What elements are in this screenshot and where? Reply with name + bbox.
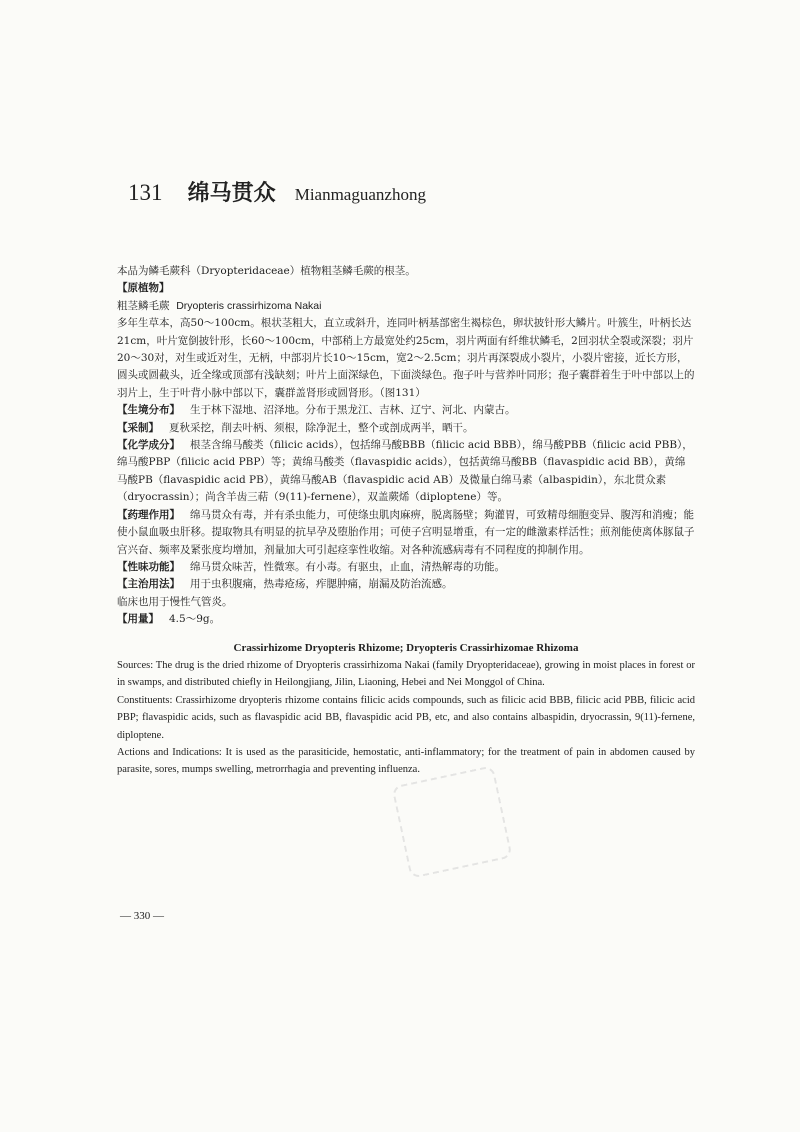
section-indications [117,576,695,593]
section-dosage [117,611,695,628]
page-number: — 330 — [120,910,164,922]
chinese-text-block [117,263,695,629]
section-label: 【药理作用】 [117,508,180,521]
section-text: 临床也用于慢性气管炎。 [117,595,233,608]
origin-heading [117,280,695,297]
section-text: 4.5～9g。 [169,613,221,626]
section-text: 绵马贯众味苦，性微寒。有小毒。有驱虫，止血，清热解毒的功能。 [190,560,505,573]
section-habitat [117,402,695,419]
species-latin: Dryopteris crassirhizoma Nakai [176,299,322,312]
english-text-block [117,657,695,779]
entry-number: 131 [128,180,163,205]
species-chinese: 粗茎鳞毛蕨 [117,299,170,312]
section-label: 【用量】 [117,613,159,626]
english-title: Crassirhizome Dryopteris Rhizome; Dryopteris Crassirhizomae Rhizoma [233,642,579,654]
entry-name-pinyin: Mianmaguanzhong [294,185,426,204]
section-properties [117,559,695,576]
section-clinical [117,594,695,611]
section-chemistry [117,437,695,507]
entry-title [128,176,426,207]
english-constituents: Constituents: Crassirhizome dryopteris rhizome contains filicic acids compounds, such as filicic acid BBB, filicic acid PBB, filicic acid PBP; flavaspidic acids, such as flavaspidic acid BB, flavaspidic acid PB, etc, and also contains albaspidin, dryocrassin, 9(11)-fernene, diploptene. [117,694,695,741]
section-pharmacology [117,507,695,559]
entry-name-chinese: 绵马贯众 [187,181,276,206]
section-label: 【性味功能】 [117,560,180,573]
section-label: 【采制】 [117,421,159,434]
section-label: 【生境分布】 [117,404,180,417]
section-text: 用于虫积腹痛，热毒疮疡，痄腮肿痛，崩漏及防治流感。 [190,578,453,591]
section-text: 夏秋采挖，削去叶柄、须根，除净泥土，整个或剖成两半，晒干。 [169,421,474,434]
library-stamp-watermark [391,765,512,879]
section-text: 生于林下湿地、沼泽地。分布于黑龙江、吉林、辽宁、河北、内蒙古。 [190,404,516,417]
english-sources: Sources: The drug is the dried rhizome of Dryopteris crassirhizoma Nakai (family Dryopteridaceae), growing in moist places in forest or in swamps, and distributed chiefly in Heilongjiang, Jilin, Liaoning, Hebei and Nei Monggol of China. [117,660,695,689]
english-actions: Actions and Indications: It is used as the parasiticide, hemostatic, anti-inflammatory; for the treatment of pain in abdomen caused by parasite, sores, mumps swelling, metrorrhagia and preventing influenza. [117,747,695,776]
section-label: 【主治用法】 [117,578,180,591]
section-label: 【原植物】 [117,282,170,295]
plant-description: 多年生草本，高50～100cm。根状茎粗大，直立或斜升，连同叶柄基部密生褐棕色，卵状披针形大鳞片。叶簇生，叶柄长达21cm，叶片宽倒披针形，长60～100cm，中部稍上方最宽处约25cm，羽片两面有纤维状鳞毛，2回羽状全裂或深裂；羽片20～30对，对生或近对生，无柄，中部羽片长10～15cm，宽2～2.5cm；羽片再深裂成小裂片，小裂片密接，近长方形，圆头或圆截头，近全缘或顶部有浅缺刻；叶片上面深绿色，下面淡绿色。孢子叶与营养叶同形；孢子囊群着生于叶中部以上的羽片上，生于叶背小脉中部以下，囊群盖肾形或圆肾形。（图131） [117,317,695,399]
intro-paragraph: 本品为鳞毛蕨科（Dryopteridaceae）植物粗茎鳞毛蕨的根茎。 [117,265,416,277]
section-collection [117,420,695,437]
section-text: 绵马贯众有毒，并有杀虫能力，可使绦虫肌肉麻痹，脱离肠壁；夠灌胃，可致精母细胞变异、腹泻和消瘦；能使小鼠血吸虫肝移。提取物具有明显的抗早孕及堕胎作用；可使子宫明显增重，有一定的雌激素样活性；煎剂能使离体豚鼠子宫兴奋、频率及紧张度均增加，剂量加大可引起痉挛性收缩。对各种流感病毒有不同程度的抑制作用。 [117,508,695,556]
section-text: 根茎含绵马酸类（filicic acids），包括绵马酸BBB（filicic acid BBB），绵马酸PBB（filicic acid PBB），绵马酸PBP（filicic acid PBP）等；黄绵马酸类（flavaspidic acids），包括黄绵马酸BB（flavaspidic acid BB），黄绵马酸PB（flavaspidic acid PB），黄绵马酸AB（flavaspidic acid AB）及微量白绵马素（albaspidin），东北贯众素（dryocrassin）；尚含羊齿三萜（9(11)-fernene），双盖蕨烯（diploptene）等。 [117,439,693,504]
section-label: 【化学成分】 [117,439,180,452]
species-line [117,298,695,315]
